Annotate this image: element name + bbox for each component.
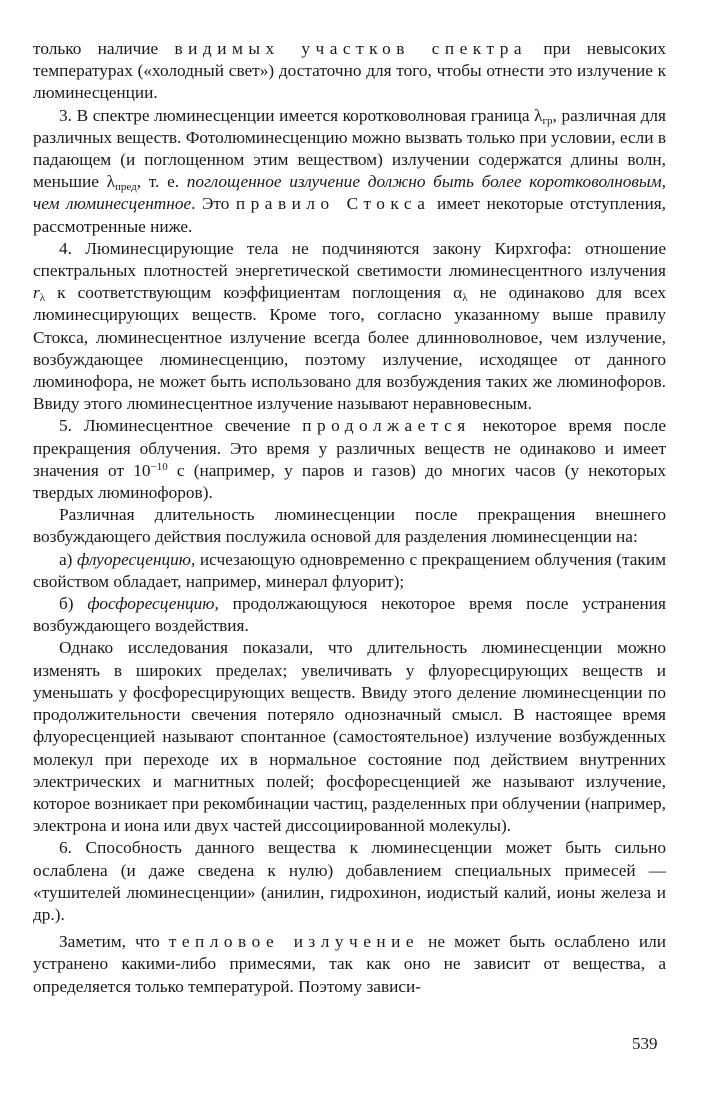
paragraph-modern-definition	[33, 637, 666, 837]
text-segment: λ	[39, 292, 46, 305]
page-number: 539	[632, 1034, 658, 1053]
text-segment: Однако исследования показали, что длительность люминесценции можно изменять в широких пределах; увеличивать у флуоресцирующих веществ и уменьшать у фосфоресцирующих веществ. Ввиду этого деление люминесценции по продолжительности свечения потеряло однозначный смысл. В настоящее время флуоресценцией называют спонтанное (самостоятельное) излучение возбужденных молекул при переходе их в нормальное состояние под действием внутренних электрических и магнитных полей; фосфоресценцией же называют излучение, которое возникает при рекомбинации частиц, разделенных при облучении (например, электрона и иона или двух частей диссоциированной молекулы).	[33, 638, 666, 836]
text-segment: , т. е.	[136, 172, 187, 192]
text-segment: правило Стокса	[235, 194, 431, 214]
text-segment: поглощенное излучение должно быть более коротковолновым, чем люминесцентное	[33, 172, 666, 214]
text-segment: тепловое излучение	[168, 932, 420, 952]
text-segment: 3. В спектре люминесценции имеется коротковолновая граница λ	[59, 105, 543, 125]
text-segment: с (например, у паров и газов) до многих часов (у некоторых твердых люминофоров).	[33, 460, 666, 503]
text-segment: . Это	[191, 194, 236, 214]
paragraph-fluorescence	[33, 549, 666, 593]
text-segment: −10	[150, 460, 168, 473]
text-segment: б)	[59, 594, 88, 614]
paragraph-thermal-radiation	[33, 931, 666, 998]
paragraph-duration-classification	[33, 504, 666, 548]
text-segment: видимых участков спектра	[174, 39, 528, 58]
text-segment: имеет некоторые отступления, рассмотренные ниже.	[33, 194, 666, 236]
text-segment: 6. Способность данного вещества к люминесценции может быть сильно ослаблена (и даже сведена к нулю) добавлением специальных примесей — «тушителей люминесценции» (анилин, гидрохинон, иодистый калий, ионы железа и др.).	[33, 838, 666, 924]
text-segment: 5. Люминесцентное свечение	[59, 416, 303, 436]
text-segment: при невысоких температурах («холодный свет») достаточно для того, чтобы отнести это излучение к люминесценции.	[33, 39, 667, 103]
paragraph-point-5-duration	[33, 415, 666, 504]
text-segment: пред	[115, 181, 137, 194]
paragraph-point-4-kirchhoff	[33, 238, 666, 416]
text-segment: некоторое время после прекращения облучения. Это время у различных веществ не одинаково и имеет значения от 10	[33, 416, 666, 480]
paragraph-visible-spectrum	[33, 38, 666, 105]
text-segment: фосфоресценцию,	[87, 594, 219, 614]
text-segment: исчезающую одновременно с прекращением облучения (таким свойством обладает, например, минерал флуорит);	[33, 549, 666, 591]
text-segment: не одинаково для всех люминесцирующих веществ. Кроме того, согласно указанному выше правилу Стокса, люминесцентное излучение всегда более длинноволновое, чем излучение, возбуждающее люминесценцию, поэтому излучение, исходящее от данного люминофора, не может быть использовано для возбуждения таких же люминофоров. Ввиду этого люминесцентное излучение называют неравновесным.	[33, 283, 667, 414]
text-segment: , различная для различных веществ. Фотолюминесценцию можно вызвать только при условии, если в падающем (и поглощенном этим веществом) излучении содержатся длины волн, меньшие λ	[33, 105, 666, 192]
paragraph-point-6-quenching	[33, 837, 666, 926]
text-segment: не может быть ослаблено или устранено какими-либо примесями, так как оно не зависит от вещества, а определяется только температурой. Поэтому зависи-	[33, 932, 666, 996]
text-segment: Различная длительность люминесценции после прекращения внешнего возбуждающего действия послужила основой для разделения люминесценции на:	[33, 505, 666, 547]
text-segment: к соответствующим коэффициентам поглощения α	[45, 283, 463, 303]
text-segment: продолжающуюся некоторое время после устранения возбуждающего воздействия.	[33, 594, 666, 636]
text-segment: а)	[59, 549, 77, 569]
paragraph-point-3-stokes-rule	[33, 105, 666, 238]
paragraph-phosphorescence	[33, 593, 666, 637]
text-segment: флуоресценцию,	[77, 549, 196, 569]
text-segment: Заметим, что	[59, 932, 169, 952]
text-segment: λ	[462, 292, 468, 305]
text-segment: продолжается	[302, 416, 471, 436]
text-segment: 4. Люминесцирующие тела не подчиняются закону Кирхгофа: отношение спектральных плотностей энергетической светимости люминесцентного излучения	[33, 238, 666, 281]
text-segment: r	[33, 283, 40, 303]
text-segment: гр	[542, 114, 553, 127]
page-body-text	[33, 38, 666, 998]
text-segment: только наличие	[33, 39, 175, 58]
